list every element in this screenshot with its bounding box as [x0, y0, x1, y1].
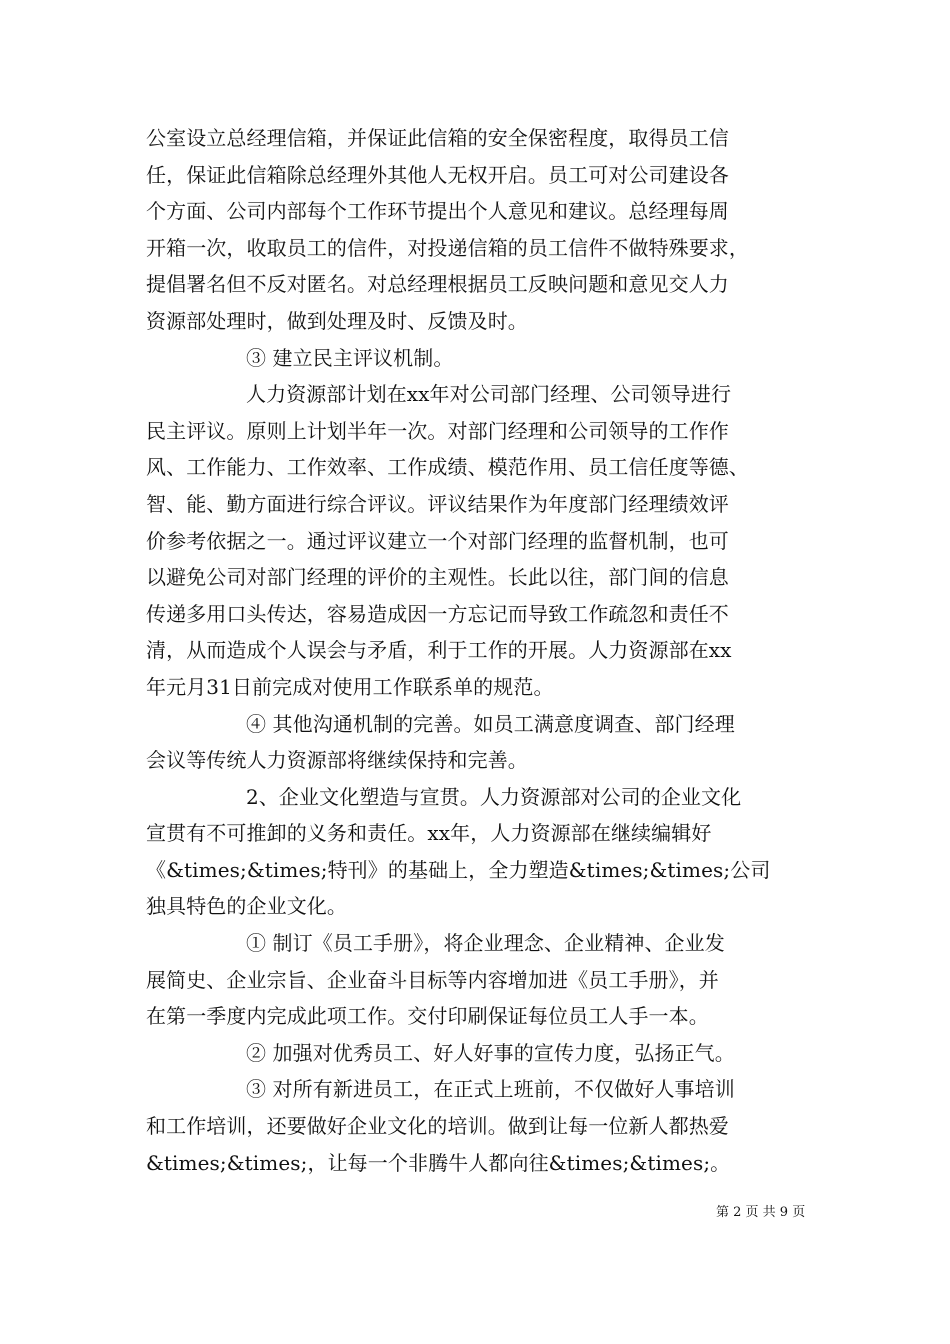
text-line: 民主评议。原则上计划半年一次。对部门经理和公司领导的工作作 — [146, 418, 729, 443]
text-line: 风、工作能力、工作效率、工作成绩、模范作用、员工信任度等德、 — [146, 455, 749, 480]
text-line: 《&times;&times;特刊》的基础上，全力塑造&times;&times;公司 — [146, 857, 771, 882]
text-line: 宣贯有不可推卸的义务和责任。xx年，人力资源部在继续编辑好 — [146, 821, 712, 846]
text-line: 个方面、公司内部每个工作环节提出个人意见和建议。总经理每周 — [146, 199, 729, 224]
text-line: 年元月31日前完成对使用工作联系单的规范。 — [146, 674, 554, 699]
text-line: 传递多用口头传达，容易造成因一方忘记而导致工作疏忽和责任不 — [146, 601, 729, 626]
text-line: 智、能、勤方面进行综合评议。评议结果作为年度部门经理绩效评 — [146, 491, 729, 516]
text-line: 展简史、企业宗旨、企业奋斗目标等内容增加进《员工手册》，并 — [146, 967, 719, 992]
text-line: 独具特色的企业文化。 — [146, 894, 347, 919]
text-line: 提倡署名但不反对匿名。对总经理根据员工反映问题和意见交人力 — [146, 272, 729, 297]
section-heading: ① 制订《员工手册》，将企业理念、企业精神、企业发 — [246, 931, 725, 956]
text-line: 任，保证此信箱除总经理外其他人无权开启。员工可对公司建设各 — [146, 162, 729, 187]
text-line: 会议等传统人力资源部将继续保持和完善。 — [146, 748, 528, 773]
text-line: 以避免公司对部门经理的评价的主观性。长此以往，部门间的信息 — [146, 565, 729, 590]
section-heading: 2、企业文化塑造与宣贯。人力资源部对公司的企业文化 — [246, 784, 742, 809]
text-line: 和工作培训，还要做好企业文化的培训。做到让每一位新人都热爱 — [146, 1114, 729, 1139]
section-heading: ④ 其他沟通机制的完善。如员工满意度调查、部门经理 — [246, 711, 735, 736]
text-line: &times;&times;，让每一个非腾牛人都向往&times;&times;。 — [146, 1150, 731, 1175]
text-line: 开箱一次，收取员工的信件，对投递信箱的员工信件不做特殊要求， — [146, 235, 749, 260]
section-heading: ③ 建立民主评议机制。 — [246, 345, 454, 370]
text-line: 公室设立总经理信箱，并保证此信箱的安全保密程度，取得员工信 — [146, 126, 729, 150]
section-heading: ② 加强对优秀员工、好人好事的宣传力度，弘扬正气。 — [246, 1040, 735, 1065]
text-line: 在第一季度内完成此项工作。交付印刷保证每位员工人手一本。 — [146, 1004, 709, 1029]
text-line: 资源部处理时，做到处理及时、反馈及时。 — [146, 308, 528, 333]
section-heading: ③ 对所有新进员工，在正式上班前，不仅做好人事培训 — [246, 1077, 735, 1102]
text-line: 价参考依据之一。通过评议建立一个对部门经理的监督机制，也可 — [146, 528, 729, 553]
page-number: 第 2 页 共 9 页 — [716, 1205, 806, 1220]
text-line: 人力资源部计划在xx年对公司部门经理、公司领导进行 — [246, 382, 732, 407]
text-line: 清，从而造成个人误会与矛盾，利于工作的开展。人力资源部在xx — [146, 638, 732, 663]
document-body — [146, 120, 816, 1181]
